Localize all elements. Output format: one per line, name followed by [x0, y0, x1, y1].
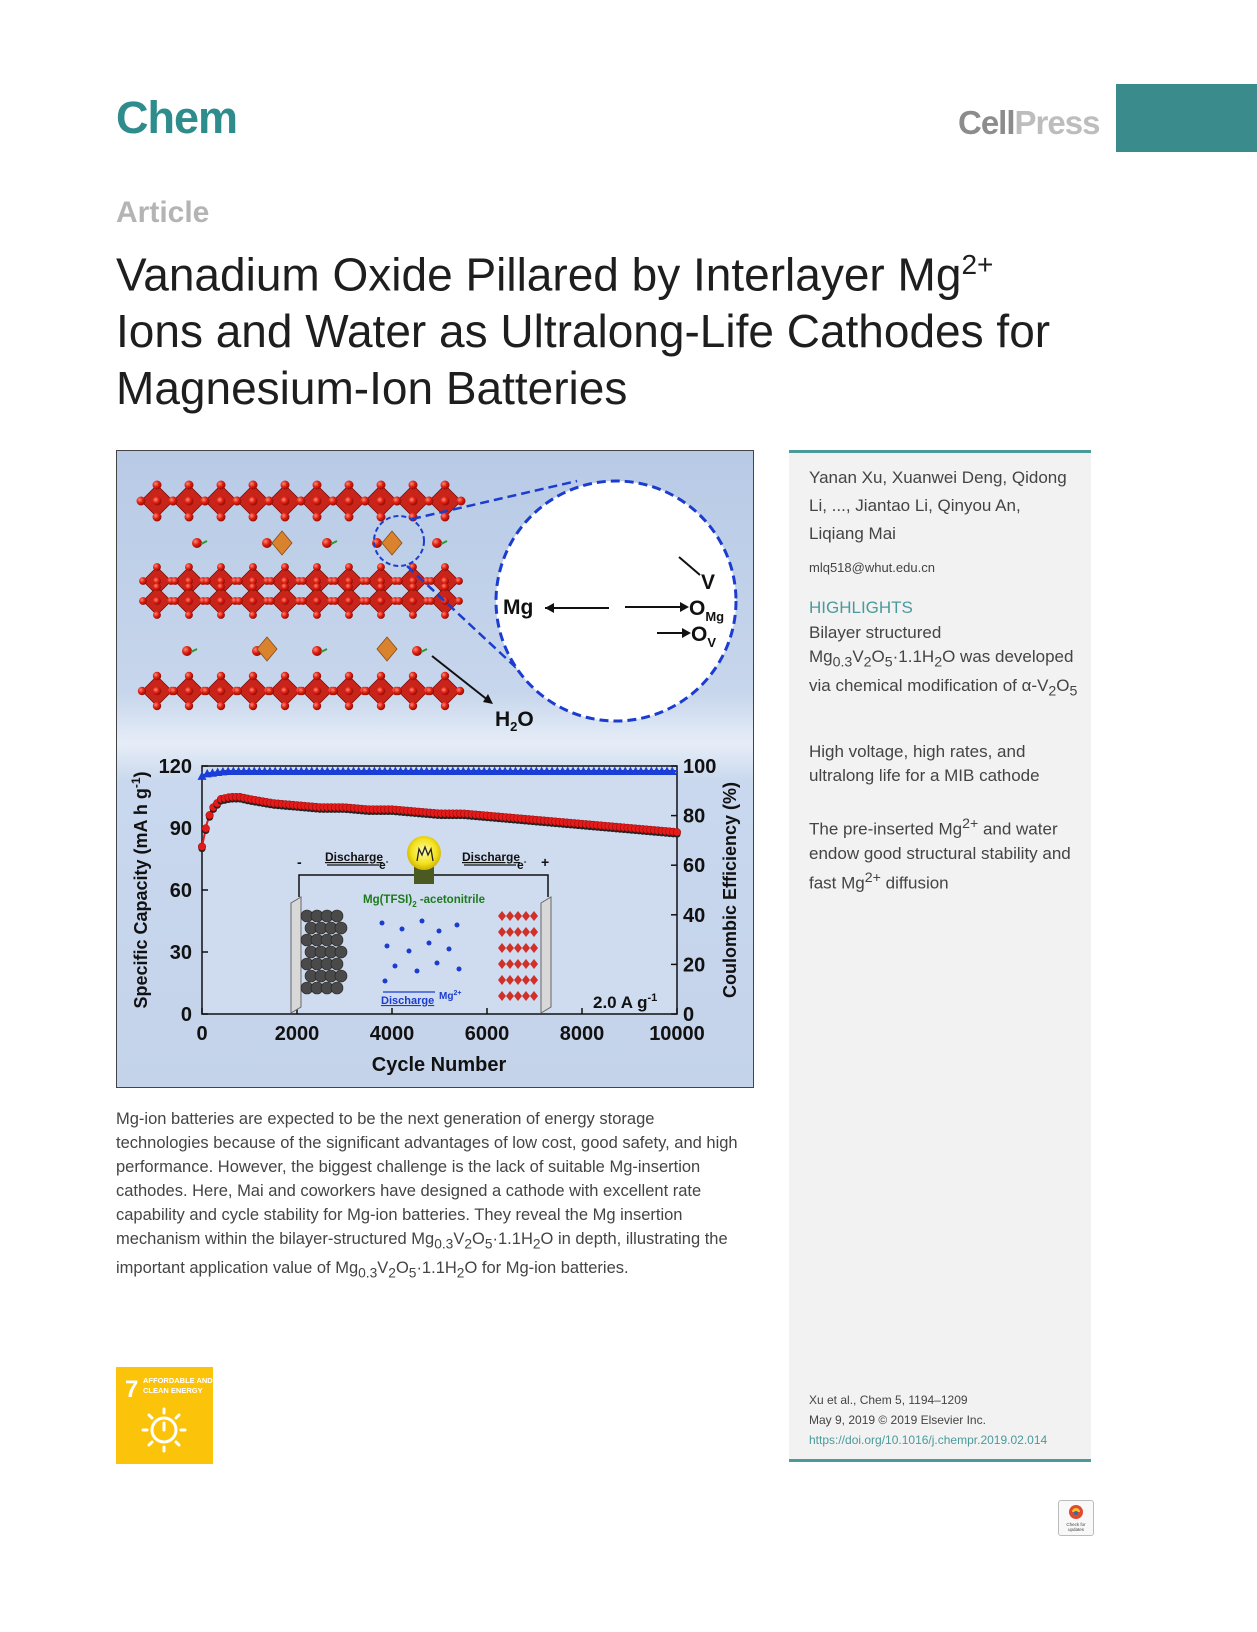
- sdg-label-2: CLEAN ENERGY: [143, 1386, 203, 1395]
- oxygen-atom: [265, 497, 274, 506]
- oxygen-atom: [313, 687, 321, 695]
- h1-sub2: 2: [863, 654, 872, 671]
- label-o-v-sub: V: [707, 635, 717, 650]
- graphical-abstract: [116, 450, 754, 1088]
- oxygen-atom: [409, 687, 417, 695]
- oxygen-atom: [217, 672, 225, 680]
- oxygen-atom: [427, 597, 435, 605]
- oxygen-atom: [217, 611, 225, 619]
- oxygen-atom: [345, 513, 354, 522]
- oxygen-atom: [426, 687, 434, 695]
- oxygen-atom: [441, 481, 450, 490]
- oxygen-atom: [153, 497, 162, 506]
- light-bulb-icon: [407, 836, 441, 870]
- doi-link[interactable]: https://doi.org/10.1016/j.chempr.2019.02.014: [809, 1433, 1048, 1447]
- oxygen-atom: [299, 577, 307, 585]
- oxygen-atom: [363, 577, 371, 585]
- oxygen-atom: [201, 497, 210, 506]
- h3-text-b: and water endow good structural stability and fast Mg: [809, 819, 1071, 893]
- label-h2o-h: H: [495, 708, 511, 731]
- y-right-axis-label: Coulombic Efficiency (%): [720, 781, 740, 999]
- summary-part-6: V: [377, 1259, 389, 1278]
- discharge-label-right: Discharge: [462, 850, 521, 864]
- y-left-label-main: Specific Capacity (mA h g: [131, 788, 151, 1009]
- highlights-heading: HIGHLIGHTS: [809, 598, 913, 617]
- mg-ion-dot: [380, 921, 385, 926]
- oxygen-atom: [217, 481, 226, 490]
- oxygen-atom: [171, 597, 179, 605]
- article-title: [116, 236, 1106, 417]
- summary-part-4: ·1.1H: [492, 1230, 533, 1248]
- mg-ion-dot: [385, 944, 390, 949]
- x-tick-label: 8000: [559, 1023, 605, 1045]
- y-right-tick-label: 60: [683, 855, 706, 878]
- y-left-axis-label: [129, 771, 151, 1008]
- oxygen-atom: [281, 702, 289, 710]
- series-0-marker: [202, 825, 210, 833]
- mg-ion-dot: [435, 961, 440, 966]
- h1-sub1: 0.3: [832, 654, 853, 671]
- oxygen-atom: [345, 497, 354, 506]
- electrolyte-sub: 2: [412, 900, 417, 909]
- citation-block: [809, 1390, 1047, 1450]
- anode-plate: [291, 897, 301, 1013]
- journal-name: Chem: [116, 92, 238, 143]
- x-tick-label: 4000: [369, 1023, 415, 1045]
- oxygen-atom: [395, 577, 403, 585]
- mg-ion-sup: 2+: [453, 990, 462, 997]
- oxygen-atom: [281, 597, 289, 605]
- oxygen-atom: [217, 597, 225, 605]
- summary-part-5: O in depth, illustrating the important application value of Mg: [116, 1230, 728, 1278]
- publisher-logo: [958, 104, 1099, 142]
- oxygen-atom: [456, 687, 464, 695]
- oxygen-atom: [299, 597, 307, 605]
- oxygen-atom: [281, 687, 289, 695]
- oxygen-atom: [427, 577, 435, 585]
- y-left-tick-label: 120: [158, 756, 192, 778]
- water-oxygen-atom: [412, 646, 422, 656]
- oxygen-atom: [139, 577, 147, 585]
- oxygen-atom: [266, 687, 274, 695]
- oxygen-atom: [249, 513, 258, 522]
- oxygen-atom: [185, 497, 194, 506]
- series-0-marker: [673, 828, 681, 836]
- y-left-label-sup: -1: [129, 777, 143, 789]
- h3-sup1: 2+: [962, 816, 979, 832]
- series-0-marker: [198, 843, 206, 851]
- oxygen-atom: [217, 497, 226, 506]
- oxygen-atom: [329, 497, 338, 506]
- oxygen-atom: [249, 687, 257, 695]
- water-oxygen-atom: [262, 538, 272, 548]
- highlight-item-3: [809, 812, 1079, 895]
- oxygen-atom: [217, 583, 225, 591]
- summary-part-3: O: [472, 1230, 485, 1248]
- mg-ion-dot: [447, 947, 452, 952]
- oxygen-atom: [441, 687, 449, 695]
- check-for-updates-badge[interactable]: [1058, 1500, 1094, 1536]
- cathode-plate: [541, 897, 551, 1013]
- oxygen-atom: [249, 702, 257, 710]
- discharge-label-left: Discharge: [325, 850, 384, 864]
- sdg-badge-svg: [116, 1367, 213, 1464]
- y-right-tick-label: 20: [683, 954, 706, 977]
- oxygen-atom: [377, 611, 385, 619]
- sun-power-icon: [143, 1409, 185, 1451]
- oxygen-atom: [249, 611, 257, 619]
- oxygen-atom: [153, 597, 161, 605]
- y-right-tick-label: 100: [683, 756, 717, 778]
- electron-right-sup: -: [523, 857, 527, 866]
- oxygen-atom: [377, 513, 386, 522]
- oxygen-atom: [377, 597, 385, 605]
- oxygen-atom: [345, 583, 353, 591]
- mg-anode-atom: [331, 982, 343, 994]
- mg-ion-dot: [437, 929, 442, 934]
- y-left-tick-label: 0: [180, 1004, 192, 1026]
- oxygen-atom: [249, 583, 257, 591]
- oxygen-atom: [409, 702, 417, 710]
- title-line-1: Vanadium Oxide Pillared by Interlayer Mg: [116, 248, 962, 301]
- oxygen-atom: [281, 611, 289, 619]
- mg-ion-dot: [393, 964, 398, 969]
- oxygen-atom: [185, 702, 193, 710]
- oxygen-atom: [235, 597, 243, 605]
- oxygen-atom: [331, 577, 339, 585]
- oxygen-atom: [409, 583, 417, 591]
- oxygen-atom: [441, 497, 450, 506]
- label-mg: Mg: [503, 596, 534, 619]
- oxygen-atom: [331, 597, 339, 605]
- oxygen-atom: [139, 597, 147, 605]
- title-line-2: Ions and Water as Ultralong-Life Cathodes for: [116, 305, 1051, 358]
- y-right-tick-label: 80: [683, 805, 706, 828]
- oxygen-atom: [281, 583, 289, 591]
- mg-anode-block: [301, 910, 347, 994]
- oxygen-atom: [217, 513, 226, 522]
- h3-text-a: The pre-inserted Mg: [809, 819, 963, 839]
- oxygen-atom: [234, 687, 242, 695]
- oxygen-atom: [185, 513, 194, 522]
- sdg-7-badge: [116, 1367, 213, 1464]
- mg-ion-dot: [383, 979, 388, 984]
- oxygen-atom: [249, 481, 258, 490]
- citation-line-2: May 9, 2019 © 2019 Elsevier Inc.: [809, 1413, 986, 1427]
- oxygen-atom: [313, 672, 321, 680]
- oxygen-atom: [153, 583, 161, 591]
- oxygen-atom: [362, 687, 370, 695]
- mg-anode-atom: [335, 970, 347, 982]
- h1-sub6: 5: [1069, 683, 1078, 700]
- oxygen-atom: [249, 563, 257, 571]
- oxygen-atom: [393, 497, 402, 506]
- oxygen-atom: [441, 513, 450, 522]
- oxygen-atom: [377, 583, 385, 591]
- check-updates-line2: updates: [1067, 1527, 1085, 1532]
- oxygen-atom: [409, 597, 417, 605]
- oxygen-atom: [249, 597, 257, 605]
- h3-sup2: 2+: [864, 869, 881, 886]
- label-h2o-sub: 2: [510, 719, 518, 734]
- h1-v: V: [852, 647, 864, 666]
- oxygen-atom: [202, 687, 210, 695]
- oxygen-atom: [313, 583, 321, 591]
- x-tick-label: 10000: [649, 1023, 705, 1045]
- oxygen-atom: [345, 687, 353, 695]
- oxygen-atom: [185, 672, 193, 680]
- summary-sub-4: 2: [532, 1236, 541, 1252]
- highlight-item-2: High voltage, high rates, and ultralong life for a MIB cathode: [809, 742, 1040, 785]
- label-o-v-main: O: [691, 623, 708, 646]
- electrolyte-rest: -acetonitrile: [416, 894, 486, 906]
- oxygen-atom: [297, 497, 306, 506]
- summary-part-2: V: [453, 1230, 465, 1248]
- x-tick-label: 6000: [464, 1023, 510, 1045]
- oxygen-atom: [170, 687, 178, 695]
- annotation-sup: -1: [647, 992, 658, 1004]
- label-o-mg-sub: Mg: [705, 609, 725, 624]
- y-left-tick-label: 60: [169, 880, 192, 902]
- summary-sub-1: 0.3: [434, 1236, 454, 1252]
- summary-sub-5: 0.3: [358, 1265, 378, 1281]
- y-left-tick-label: 90: [169, 818, 192, 840]
- electron-left-sup: -: [385, 857, 389, 866]
- summary-sub-8: 2: [456, 1265, 465, 1281]
- h1-text-b: ·1.1H: [892, 647, 935, 666]
- oxygen-atom: [281, 672, 289, 680]
- oxygen-atom: [441, 611, 449, 619]
- oxygen-atom: [377, 672, 385, 680]
- oxygen-atom: [153, 513, 162, 522]
- oxygen-atom: [425, 497, 434, 506]
- oxygen-atom: [361, 497, 370, 506]
- oxygen-atom: [203, 577, 211, 585]
- electrolyte-main: Mg(TFSI): [363, 894, 413, 906]
- h1-o: O: [871, 647, 885, 666]
- mg-ion-dot: [407, 949, 412, 954]
- discharge-label-bottom: Discharge: [381, 995, 435, 1007]
- oxygen-atom: [298, 687, 306, 695]
- oxygen-atom: [345, 672, 353, 680]
- mg-ion-dot: [420, 919, 425, 924]
- oxygen-atom: [153, 672, 161, 680]
- electron-right-e: e: [517, 858, 524, 872]
- oxygen-atom: [457, 497, 466, 506]
- sdg-number: 7: [125, 1376, 139, 1403]
- summary-part-8: ·1.1H: [416, 1259, 457, 1278]
- oxygen-atom: [185, 481, 194, 490]
- oxygen-atom: [185, 583, 193, 591]
- h1-mg: Mg: [809, 647, 833, 666]
- mg-ion-dot: [427, 941, 432, 946]
- oxygen-atom: [233, 497, 242, 506]
- label-v: V: [701, 571, 716, 594]
- y-right-tick-label: 40: [683, 904, 706, 927]
- mg-anode-atom: [335, 922, 347, 934]
- oxygen-atom: [267, 577, 275, 585]
- oxygen-atom: [153, 481, 162, 490]
- oxygen-atom: [395, 597, 403, 605]
- inset-minus: -: [297, 854, 302, 870]
- summary-sub-3: 5: [484, 1236, 493, 1252]
- electron-left-e: e: [379, 858, 386, 872]
- water-oxygen-atom: [432, 538, 442, 548]
- oxygen-atom: [185, 687, 193, 695]
- oxygen-atom: [455, 597, 463, 605]
- mg-anode-atom: [335, 946, 347, 958]
- x-tick-label: 0: [196, 1023, 208, 1045]
- oxygen-atom: [281, 497, 290, 506]
- h1-text-d: O: [1056, 676, 1070, 696]
- corner-tab: [1116, 84, 1257, 152]
- oxygen-atom: [203, 597, 211, 605]
- water-oxygen-atom: [322, 538, 332, 548]
- oxygen-atom: [409, 481, 418, 490]
- summary-sub-6: 2: [388, 1265, 396, 1281]
- label-o-mg-main: O: [689, 597, 706, 620]
- citation-line-1: Xu et al., Chem 5, 1194–1209: [809, 1393, 968, 1407]
- water-oxygen-atom: [182, 646, 192, 656]
- corresponding-email[interactable]: mlq518@whut.edu.cn: [809, 560, 935, 575]
- summary-part-7: O: [395, 1259, 409, 1278]
- annotation-main: 2.0 A g: [593, 993, 648, 1012]
- y-left-tick-label: 30: [169, 942, 192, 964]
- check-updates-icon: [1059, 1501, 1093, 1535]
- inset-plus: +: [541, 854, 550, 870]
- oxygen-atom: [394, 687, 402, 695]
- oxygen-atom: [345, 702, 353, 710]
- summary-part-9: O for Mg-ion batteries.: [464, 1259, 629, 1278]
- oxygen-atom: [169, 497, 178, 506]
- water-oxygen-atom: [312, 646, 322, 656]
- oxygen-atom: [441, 702, 449, 710]
- title-sup: 2+: [961, 249, 994, 280]
- publisher-light: Press: [1014, 104, 1100, 141]
- oxygen-atom: [377, 481, 386, 490]
- oxygen-atom: [217, 702, 225, 710]
- oxygen-atom: [281, 513, 290, 522]
- oxygen-atom: [377, 497, 386, 506]
- label-h2o-o: O: [517, 708, 534, 731]
- y-left-label-end: ): [131, 771, 151, 778]
- x-axis-label: Cycle Number: [371, 1054, 507, 1076]
- h1-text-a: Bilayer structured: [809, 623, 942, 642]
- oxygen-atom: [137, 497, 146, 506]
- oxygen-atom: [313, 563, 321, 571]
- oxygen-atom: [441, 583, 449, 591]
- oxygen-atom: [409, 672, 417, 680]
- oxygen-atom: [153, 687, 161, 695]
- y-right-tick-label: 0: [683, 1004, 695, 1026]
- sdg-label-1: AFFORDABLE AND: [143, 1376, 213, 1385]
- oxygen-atom: [153, 563, 161, 571]
- oxygen-atom: [153, 611, 161, 619]
- oxygen-atom: [313, 702, 321, 710]
- oxygen-atom: [345, 597, 353, 605]
- mg-ion-main: Mg: [439, 991, 454, 1002]
- oxygen-atom: [455, 577, 463, 585]
- oxygen-atom: [249, 497, 258, 506]
- oxygen-atom: [185, 611, 193, 619]
- water-oxygen-atom: [192, 538, 202, 548]
- mg-ion-dot: [415, 969, 420, 974]
- oxygen-atom: [217, 687, 225, 695]
- mg-anode-atom: [331, 958, 343, 970]
- h1-sub5: 2: [1048, 683, 1057, 700]
- oxygen-atom: [363, 597, 371, 605]
- graphical-abstract-svg: [117, 451, 753, 1087]
- oxygen-atom: [409, 611, 417, 619]
- h3-text-c: diffusion: [880, 873, 949, 893]
- oxygen-atom: [235, 577, 243, 585]
- oxygen-atom: [249, 672, 257, 680]
- oxygen-atom: [313, 497, 322, 506]
- oxygen-atom: [313, 481, 322, 490]
- h1-sub3: 5: [884, 654, 893, 671]
- author-list: Yanan Xu, Xuanwei Deng, Qidong Li, ..., Jiantao Li, Qinyou An, Liqiang Mai: [809, 468, 1067, 543]
- oxygen-atom: [441, 672, 449, 680]
- check-updates-line1: Check for: [1066, 1522, 1086, 1527]
- oxygen-atom: [185, 563, 193, 571]
- h1-text-c: O was developed via chemical modification of α-V: [809, 647, 1074, 696]
- summary-sub-7: 5: [408, 1265, 417, 1281]
- highlight-item-1: [809, 621, 1079, 704]
- oxygen-atom: [330, 687, 338, 695]
- article-type: Article: [116, 196, 210, 229]
- summary-paragraph: [116, 1107, 746, 1286]
- summary-part-1: Mg-ion batteries are expected to be the next generation of energy storage technologies because of the significant advantages of low cost, good safety, and high performance. However, the biggest challenge is the lack of suitable Mg-insertion cathodes. Here, Mai and coworkers have designed a cathode with excellent rate capability and cycle stability for Mg-ion batteries. They reveal the Mg insertion mechanism within the bilayer-structured Mg: [116, 1110, 738, 1248]
- oxygen-atom: [345, 611, 353, 619]
- oxygen-atom: [185, 597, 193, 605]
- oxygen-atom: [267, 597, 275, 605]
- oxygen-atom: [345, 481, 354, 490]
- summary-sub-2: 2: [464, 1236, 473, 1252]
- mg-anode-atom: [331, 934, 343, 946]
- oxygen-atom: [217, 563, 225, 571]
- oxygen-atom: [171, 577, 179, 585]
- oxygen-atom: [377, 563, 385, 571]
- mg-ion-dot: [457, 967, 462, 972]
- title-line-3: Magnesium-Ion Batteries: [116, 362, 628, 415]
- mg-ion-dot: [455, 923, 460, 928]
- oxygen-atom: [281, 481, 290, 490]
- x-tick-label: 2000: [274, 1023, 320, 1045]
- publisher-bold: Cell: [958, 104, 1015, 141]
- oxygen-atom: [377, 687, 385, 695]
- mg-ion-dot: [400, 927, 405, 932]
- oxygen-atom: [138, 687, 146, 695]
- oxygen-atom: [281, 563, 289, 571]
- oxygen-atom: [345, 563, 353, 571]
- oxygen-atom: [313, 611, 321, 619]
- oxygen-atom: [409, 497, 418, 506]
- oxygen-atom: [313, 513, 322, 522]
- oxygen-atom: [441, 563, 449, 571]
- oxygen-atom: [313, 597, 321, 605]
- h1-sub4: 2: [934, 654, 943, 671]
- oxygen-atom: [377, 702, 385, 710]
- oxygen-atom: [153, 702, 161, 710]
- mg-anode-atom: [331, 910, 343, 922]
